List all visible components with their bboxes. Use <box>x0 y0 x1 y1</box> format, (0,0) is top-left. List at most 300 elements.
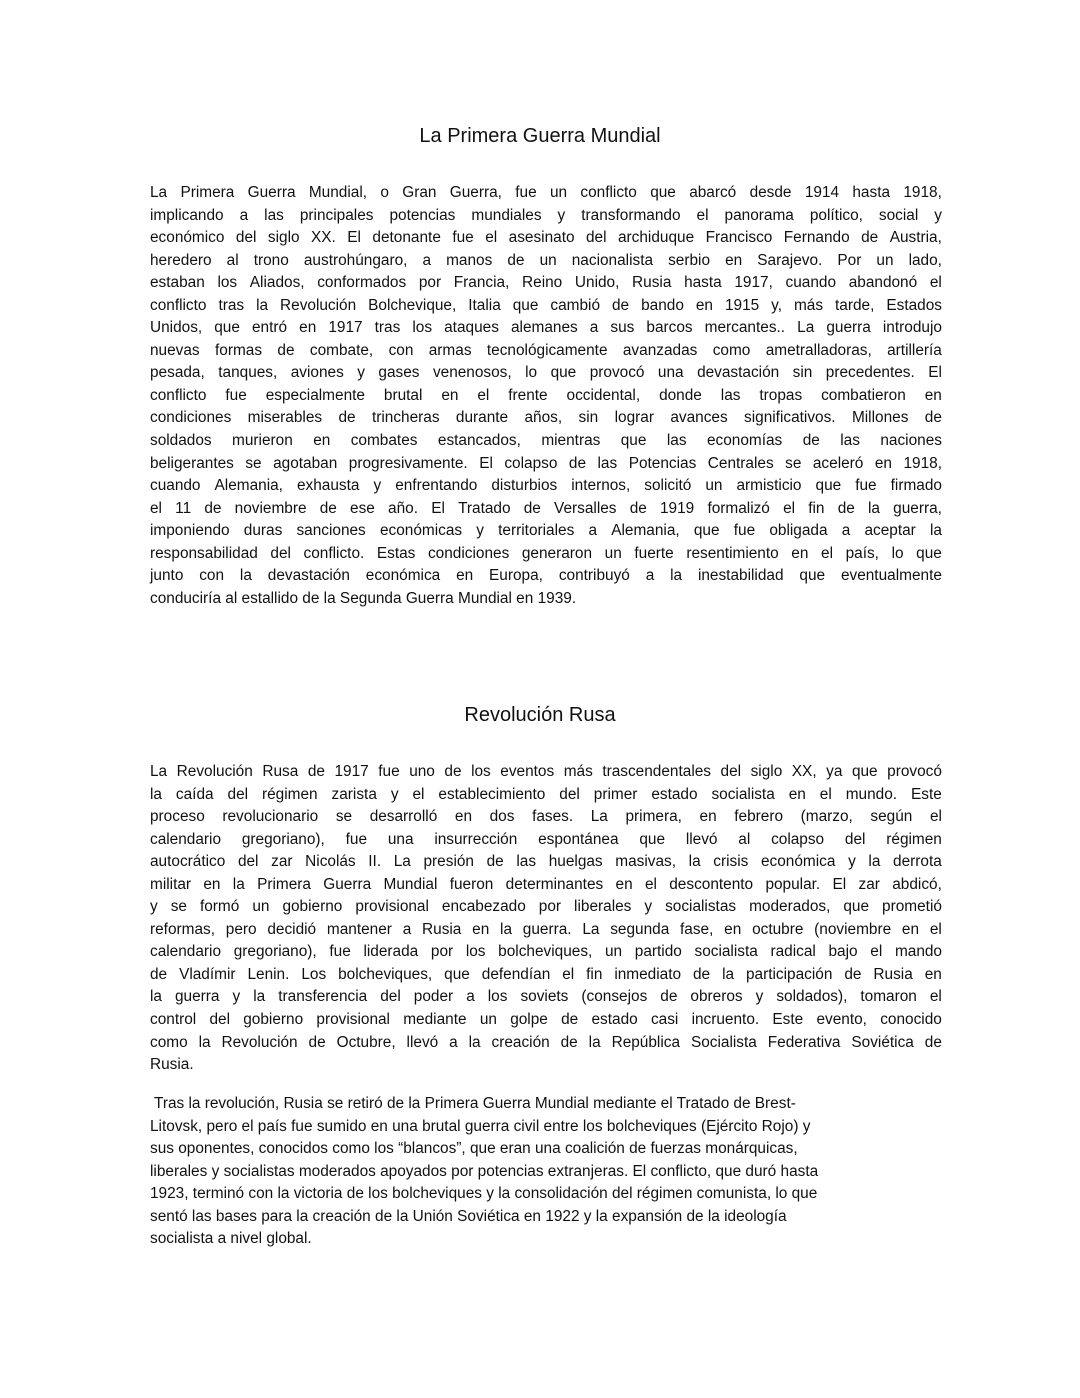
word: zarista <box>331 785 377 803</box>
word: desarrolló <box>369 808 438 826</box>
word: Aliados, <box>249 274 305 292</box>
word: militar <box>150 875 192 893</box>
word: en <box>203 875 221 893</box>
word: la <box>232 875 245 893</box>
word: las <box>264 206 284 224</box>
text-line <box>150 430 942 453</box>
word: soldados), <box>776 988 848 1006</box>
word: en <box>441 386 459 404</box>
word: golpe <box>510 1011 548 1029</box>
word: mercantes.. <box>704 319 786 337</box>
word: conformados <box>317 274 407 292</box>
word: Potencias <box>628 454 697 472</box>
word: revolucionario <box>222 808 319 826</box>
word: y <box>357 364 365 382</box>
word: tecnológicamente <box>486 341 608 359</box>
word: internos, <box>571 477 631 495</box>
word: hasta <box>684 274 722 292</box>
word: por <box>430 943 454 961</box>
word: radical <box>770 943 816 961</box>
word: desde <box>749 184 792 201</box>
text-line <box>150 874 942 897</box>
word: condiciones <box>150 409 232 427</box>
word: abandonó <box>848 274 918 292</box>
word: provisional <box>316 1011 390 1029</box>
word: provisional <box>355 898 429 916</box>
word: disturbios <box>491 477 558 495</box>
word: régimen <box>262 785 318 803</box>
word: Sarajevo. <box>757 251 823 269</box>
word: en <box>924 386 942 404</box>
word: de <box>693 965 711 983</box>
word: que <box>799 567 826 585</box>
word: La <box>590 808 608 826</box>
word: un <box>539 251 557 269</box>
text-line <box>150 520 942 543</box>
word: Tratado <box>458 499 511 517</box>
word: del <box>209 1011 230 1029</box>
text-line <box>150 941 942 964</box>
word: de <box>844 965 862 983</box>
word: cuando <box>785 274 837 292</box>
word: manos <box>446 251 493 269</box>
word: cuando <box>150 477 201 495</box>
word: del <box>844 830 866 848</box>
word: inestabilidad <box>697 567 784 585</box>
word: avances <box>670 409 728 427</box>
word: de <box>523 499 541 517</box>
word: autocrático <box>150 853 226 871</box>
word: resentimiento <box>686 544 779 562</box>
word: de <box>444 763 462 780</box>
word: la <box>198 1033 211 1051</box>
word: masivas, <box>615 853 677 871</box>
word: zar <box>858 875 880 893</box>
text-line <box>150 806 942 829</box>
word: (marzo, <box>800 808 853 826</box>
word: noviembre <box>234 499 307 517</box>
word: ataques <box>444 319 499 337</box>
word: pesada, <box>150 364 205 382</box>
section-title-revolucion-rusa: Revolución Rusa <box>464 704 616 726</box>
word: armisticio <box>736 477 802 495</box>
word: cambió <box>550 296 601 314</box>
word: Guerra, <box>449 184 502 201</box>
text-line: Rusia. <box>150 1056 194 1074</box>
word: fue <box>515 184 537 201</box>
word: aceleró <box>812 454 864 472</box>
word: beligerantes <box>150 454 234 472</box>
word: trascendentales <box>602 763 711 780</box>
word: enfrentando <box>395 477 478 495</box>
word: lograr <box>614 409 654 427</box>
word: fin <box>808 499 825 517</box>
word: mientras <box>541 432 601 450</box>
word: ya <box>826 763 843 780</box>
word: 1919 <box>660 499 695 517</box>
word: combate, <box>309 341 374 359</box>
word: a <box>645 567 655 585</box>
word: donde <box>659 386 702 404</box>
word: fue <box>378 763 400 780</box>
word: (noviembre <box>814 920 892 938</box>
word: especialmente <box>265 386 365 404</box>
word: liberales <box>574 898 632 916</box>
word: que <box>620 432 647 450</box>
word: alemanes <box>510 319 578 337</box>
word: de <box>307 763 325 780</box>
text-line: conduciría al estallido de la Segunda Guerra Mundial en 1939. <box>150 589 577 607</box>
word: que <box>214 319 240 337</box>
word: a <box>449 1033 458 1051</box>
word: que <box>693 522 720 540</box>
word: las <box>720 386 741 404</box>
word: brutal <box>383 386 423 404</box>
word: 1917 <box>334 763 369 780</box>
word: de <box>308 1033 326 1051</box>
word: gobierno <box>243 1011 304 1029</box>
section-title-primera-guerra: La Primera Guerra Mundial <box>419 125 661 147</box>
word: guerra <box>175 988 220 1006</box>
word: Revolución <box>221 1033 298 1051</box>
word: en <box>901 920 920 938</box>
word: Mundial, <box>308 184 368 201</box>
word: XX. <box>311 229 336 247</box>
word: Alemania, <box>611 522 680 540</box>
word: frente <box>508 386 548 404</box>
word: el <box>929 988 942 1006</box>
word: 1915 <box>724 296 760 314</box>
word: Guerra <box>323 875 372 893</box>
word: defendían <box>481 965 551 983</box>
word: que <box>444 965 470 983</box>
word: y <box>848 853 856 871</box>
word: de <box>560 1033 578 1051</box>
word: partido <box>634 943 682 961</box>
word: asesinato <box>508 229 575 247</box>
word: popular. <box>765 875 821 893</box>
word: inmediato <box>614 965 682 983</box>
word: de <box>611 296 630 314</box>
word: Este <box>772 1011 804 1029</box>
word: El <box>479 454 493 472</box>
word: a <box>402 920 412 938</box>
word: las <box>516 853 537 871</box>
word: a <box>589 319 599 337</box>
word: siglo <box>750 763 783 780</box>
word: devastación <box>267 567 350 585</box>
text-line: sentó las bases para la creación de la Unión Soviética en 1922 y la expansión de la ideología <box>150 1207 787 1225</box>
word: conflicto <box>150 386 207 404</box>
word: mundo. <box>845 785 898 803</box>
word: Este <box>910 785 942 803</box>
word: moderados, <box>749 898 831 916</box>
word: XX, <box>791 763 817 780</box>
word: prometió <box>882 898 942 916</box>
word: uno <box>409 763 435 780</box>
word: serbio <box>668 251 711 269</box>
word: ametralladoras, <box>765 341 872 359</box>
word: incruento. <box>691 1011 760 1029</box>
word: Revolución <box>176 763 253 780</box>
word: murieron <box>232 432 293 450</box>
word: que <box>512 296 539 314</box>
word: transformando <box>581 206 681 224</box>
word: en <box>454 808 473 826</box>
word: participación <box>745 965 833 983</box>
word: llevó <box>406 1033 439 1051</box>
word: panorama <box>724 206 794 224</box>
word: provocó <box>589 364 645 382</box>
word: condiciones <box>427 544 510 562</box>
word: económica <box>365 567 441 585</box>
word: 1917, <box>734 274 773 292</box>
word: un <box>604 544 622 562</box>
word: colapso <box>504 454 558 472</box>
word: formalizó <box>707 499 770 517</box>
word: miserables <box>247 409 323 427</box>
word: eventos <box>500 763 555 780</box>
word: precedentes. <box>825 364 915 382</box>
word: del <box>270 544 291 562</box>
word: en <box>924 965 942 983</box>
paragraph-primera-guerra <box>150 182 942 610</box>
word: tropas <box>759 386 803 404</box>
word: conocido <box>880 1011 942 1029</box>
word: los <box>471 763 491 780</box>
word: la <box>150 785 162 803</box>
word: significativos. <box>744 409 836 427</box>
word: liderada <box>363 943 419 961</box>
word: dos <box>489 808 515 826</box>
word: un <box>705 477 723 495</box>
word: se <box>335 808 353 826</box>
word: Francisco <box>705 229 773 247</box>
word: los <box>465 943 486 961</box>
word: espontánea <box>538 830 619 848</box>
text-line <box>150 182 942 205</box>
word: (consejos <box>581 988 648 1006</box>
word: El <box>928 364 942 382</box>
word: de <box>338 409 356 427</box>
word: de <box>204 499 222 517</box>
word: y <box>934 206 942 224</box>
word: a <box>422 251 432 269</box>
word: occidental, <box>566 386 641 404</box>
word: el <box>562 965 575 983</box>
word: y <box>476 522 484 540</box>
word: combatieron <box>821 386 906 404</box>
word: lado, <box>908 251 942 269</box>
word: gobierno <box>282 898 343 916</box>
word: el <box>929 274 942 292</box>
word: Guerra <box>247 184 296 201</box>
word: fue <box>345 830 368 848</box>
word: casi <box>650 1011 679 1029</box>
word: El <box>832 875 847 893</box>
word: las <box>666 432 687 450</box>
word: guerra <box>826 319 871 337</box>
word: obreros <box>690 988 743 1006</box>
word: de <box>150 965 168 983</box>
word: mediante <box>403 1011 467 1029</box>
word: La <box>582 920 600 938</box>
word: y <box>232 988 241 1006</box>
text-line <box>150 407 942 430</box>
word: 11 <box>175 499 192 517</box>
word: formas <box>215 341 263 359</box>
word: el <box>870 943 883 961</box>
word: nacionalista <box>571 251 654 269</box>
word: avanzadas <box>622 341 698 359</box>
word: evento, <box>816 1011 867 1029</box>
word: Reino <box>522 274 563 292</box>
word: poder <box>413 988 454 1006</box>
word: crisis <box>713 853 749 871</box>
text-line <box>150 896 942 919</box>
word: las <box>597 454 618 472</box>
word: del <box>720 763 742 780</box>
word: el <box>783 499 796 517</box>
word: la <box>500 920 513 938</box>
word: una <box>387 830 414 848</box>
word: de <box>319 499 337 517</box>
word: socialista <box>711 785 775 803</box>
word: con <box>388 341 414 359</box>
text-line <box>150 385 942 408</box>
word: y <box>755 988 764 1006</box>
word: como <box>712 341 751 359</box>
word: detonante <box>372 229 441 247</box>
word: contribuyó <box>558 567 630 585</box>
word: entró <box>252 319 288 337</box>
word: estado <box>651 785 698 803</box>
word: aceptar <box>864 522 916 540</box>
word: socialista <box>694 943 758 961</box>
word: llevó <box>685 830 718 848</box>
word: por <box>538 898 562 916</box>
word: que <box>843 898 870 916</box>
word: el <box>929 808 942 826</box>
word: bolcheviques, <box>498 943 593 961</box>
word: bando <box>641 296 684 314</box>
word: a <box>466 988 475 1006</box>
word: control <box>150 1011 197 1029</box>
text-line: Tras la revolución, Rusia se retiró de la Primera Guerra Mundial mediante el Tratado de Brest- <box>150 1095 796 1112</box>
word: de <box>660 988 678 1006</box>
word: en <box>299 319 317 337</box>
word: los <box>487 988 508 1006</box>
word: República <box>611 1033 681 1051</box>
word: progresivamente. <box>348 454 468 472</box>
word: de <box>486 853 504 871</box>
word: la <box>150 988 162 1006</box>
word: el <box>644 875 657 893</box>
word: un <box>479 1011 497 1029</box>
word: soldados <box>150 432 212 450</box>
text-line <box>150 227 942 250</box>
word: abdicó, <box>892 875 942 893</box>
word: encabezado <box>441 898 526 916</box>
word: soviets <box>520 988 569 1006</box>
word: los <box>412 319 433 337</box>
word: el <box>150 499 162 517</box>
word: abarcó <box>689 184 737 201</box>
word: la <box>468 1033 481 1051</box>
word: zar <box>271 853 293 871</box>
word: nuevas <box>150 341 200 359</box>
word: y <box>390 785 399 803</box>
word: económico <box>150 229 225 247</box>
word: de <box>861 229 879 247</box>
word: y <box>644 898 653 916</box>
word: la <box>670 567 683 585</box>
text-line <box>150 1009 942 1032</box>
word: Primera <box>180 184 235 201</box>
word: principales <box>299 206 374 224</box>
word: octubre <box>752 920 804 938</box>
word: segunda <box>610 920 670 938</box>
word: firmado <box>890 477 942 495</box>
word: tanques, <box>218 364 278 382</box>
word: colapso <box>771 830 825 848</box>
word: o <box>380 184 389 201</box>
word: duras <box>243 522 283 540</box>
word: El <box>431 499 445 517</box>
word: que <box>650 184 676 201</box>
word: economías <box>706 432 783 450</box>
word: derrota <box>893 853 942 871</box>
word: tarde, <box>835 296 875 314</box>
word: un <box>876 251 894 269</box>
word: país, <box>845 544 879 562</box>
word: Vladímir <box>179 965 236 983</box>
text-line <box>150 919 942 942</box>
word: 1918, <box>903 184 942 201</box>
word: agotaban <box>273 454 338 472</box>
word: fin <box>586 965 603 983</box>
word: creación <box>491 1033 550 1051</box>
word: 1918, <box>903 454 942 472</box>
word: Lenin. <box>247 965 290 983</box>
word: tras <box>218 296 245 314</box>
word: y, <box>771 296 783 314</box>
word: la <box>688 853 701 871</box>
word: Por <box>837 251 862 269</box>
word: febrero <box>734 808 784 826</box>
word: que <box>815 477 842 495</box>
word: se <box>245 454 262 472</box>
word: fases. <box>532 808 574 826</box>
word: se <box>170 898 187 916</box>
word: primer <box>593 785 638 803</box>
word: obligada <box>769 522 828 540</box>
text-line <box>150 250 942 273</box>
word: Unido, <box>574 274 620 292</box>
word: de <box>802 432 820 450</box>
paragraph-revolucion-rusa-1 <box>150 761 942 1077</box>
text-line <box>150 829 942 852</box>
word: de <box>561 1011 579 1029</box>
text-line: 1923, terminó con la victoria de los bolcheviques y la consolidación del régimen comunista, lo que <box>150 1185 818 1203</box>
word: conflicto <box>580 184 637 201</box>
word: solicitó <box>644 477 692 495</box>
word: en <box>615 875 633 893</box>
word: Revolución <box>280 296 357 314</box>
word: siglo <box>267 229 300 247</box>
word: La <box>150 184 168 201</box>
word: del <box>237 853 259 871</box>
